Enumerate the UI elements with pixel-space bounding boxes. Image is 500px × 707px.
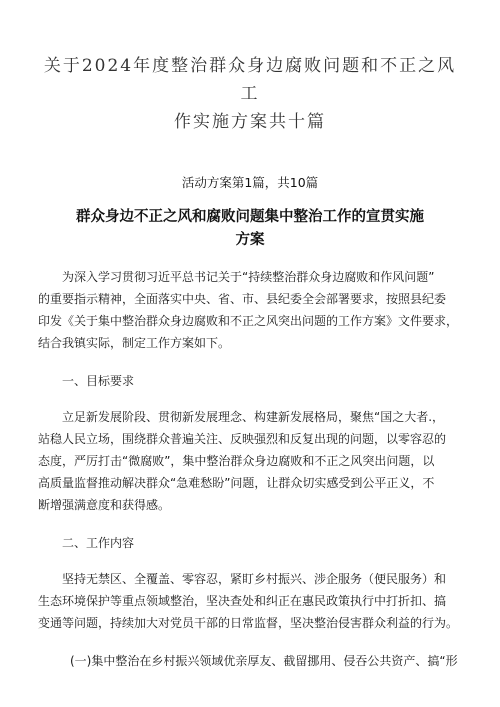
paragraph-line: 坚持无禁区、全覆盖、零容忍，紧盯乡村振兴、涉企服务（便民服务）和 (62, 572, 447, 586)
goals-paragraph (38, 406, 462, 516)
paragraph-line: 立足新发展阶段、贯彻新发展理念、构建新发展格局，聚焦“国之大者.， (62, 410, 445, 424)
content-paragraph (38, 568, 462, 634)
paragraph-line: 变通等问题，持续加大对党员干部的日常监督，坚决整治侵害群众利益的行为。 (38, 616, 459, 630)
section-title-line: 群众身边不正之风和腐败问题集中整治工作的宣贯实施 (76, 209, 424, 225)
heading-work-content: 二、工作内容 (62, 536, 135, 550)
section-title-line: 方案 (235, 232, 265, 248)
paragraph-line: 态度，严厉打击“微腐败”，集中整治群众身边腐败和不正之风突出问题，以 (38, 454, 435, 468)
document-title-line: 作实施方案共十篇 (174, 112, 326, 132)
section-title (38, 206, 462, 252)
heading-goals: 一、目标要求 (62, 374, 135, 388)
paragraph-line: 断增强满意度和获得感。 (38, 498, 171, 512)
paragraph-line: 的重要指示精神，全面落实中央、省、市、县纪委全会部署要求，按照县纪委 (38, 292, 447, 306)
paragraph-line: 为深入学习贯彻习近平总书记关于“持续整治群众身边腐败和作风问题” (62, 270, 435, 284)
paragraph-line: (一)集中整治在乡村振兴领域优亲厚友、截留挪用、侵吞公共资产、搞“形 (70, 654, 458, 668)
paragraph-line: 站稳人民立场，围绕群众普遍关注、反映强烈和反复出现的问题，以零容忍的 (38, 432, 447, 446)
document-subtitle: 活动方案第1篇，共10篇 (181, 175, 319, 190)
intro-paragraph (38, 266, 462, 354)
paragraph-line: 高质量监督推动解决群众“急难愁盼”问题，让群众切实感受到公平正义，不 (38, 476, 435, 490)
paragraph-line: 生态环境保护等重点领域整治，坚决查处和纠正在惠民政策执行中打折扣、搞 (38, 594, 447, 608)
sub-item-paragraph (38, 650, 462, 672)
document-title (38, 52, 462, 136)
document-title-line: 关于2024年度整治群众身边腐败问题和不正之风工 (43, 56, 457, 104)
paragraph-line: 结合我镇实际，制定工作方案如下。 (38, 336, 231, 350)
paragraph-line: 印发《关于集中整治群众身边腐败和不正之风突出问题的工作方案》文件要求， (38, 314, 459, 328)
